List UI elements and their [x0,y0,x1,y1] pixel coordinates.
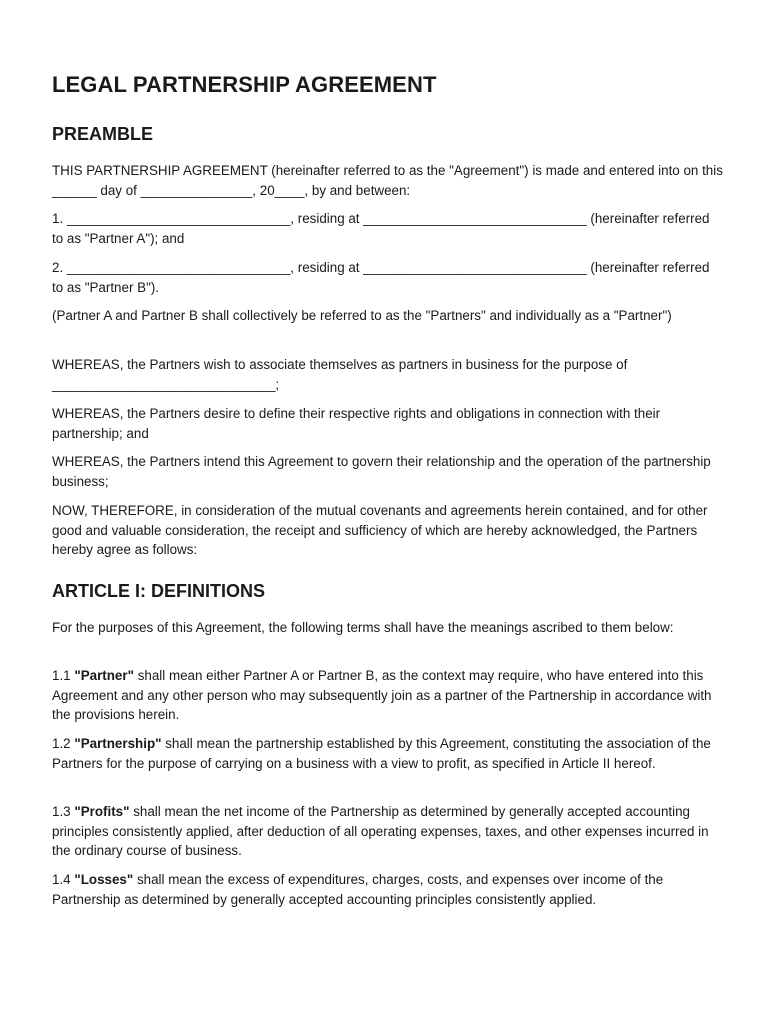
definition-number: 1.2 [52,736,71,751]
definition-term: "Partner" [74,668,134,683]
definition-term: "Partnership" [74,736,162,751]
now-therefore-paragraph: NOW, THEREFORE, in consideration of the mutual covenants and agreements herein contained, and for other good and valuable consideration, the receipt and sufficiency of which are hereby acknowledged, the Partners hereby agree as follows: [52,503,708,558]
definition-term: "Losses" [74,872,134,887]
definition-1-3 [52,802,724,861]
definition-text: shall mean either Partner A or Partner B, as the context may require, who have entered into this Agreement and any other person who may subsequently join as a partner of the Partnership in accordance with the provisions herein. [52,668,712,723]
definition-1-1 [52,666,724,725]
definition-text: shall mean the net income of the Partnership as determined by generally accepted accounting principles consistently applied, after deduction of all operating expenses, taxes, and other expenses incurred in the ordinary course of business. [52,804,709,859]
definition-term: "Profits" [74,804,130,819]
article-1-heading: ARTICLE I: DEFINITIONS [52,581,265,601]
definition-text: shall mean the partnership established by this Agreement, constituting the association of the Partners for the purpose of carrying on a business with a view to profit, as specified in Article II hereof. [52,736,711,771]
preamble-paragraph-collective: (Partner A and Partner B shall collectively be referred to as the "Partners" and individually as a "Partner") [52,308,672,323]
definition-1-4 [52,870,724,909]
preamble-paragraph-partner-a: 1. ______________________________, residing at ______________________________ (hereinafter referred to as "Partner A"); and [52,211,710,246]
whereas-paragraph-rights: WHEREAS, the Partners desire to define their respective rights and obligations in connection with their partnership; and [52,406,661,441]
definition-number: 1.4 [52,872,71,887]
whereas-paragraph-govern: WHEREAS, the Partners intend this Agreement to govern their relationship and the operation of the partnership business; [52,454,711,489]
article-1-intro: For the purposes of this Agreement, the following terms shall have the meanings ascribed to them below: [52,620,674,635]
document-title: LEGAL PARTNERSHIP AGREEMENT [52,72,437,97]
definition-number: 1.3 [52,804,71,819]
definition-text: shall mean the excess of expenditures, charges, costs, and expenses over income of the Partnership as determined by generally accepted accounting principles consistently applied. [52,872,664,907]
definition-1-2 [52,734,724,773]
preamble-heading: PREAMBLE [52,124,154,144]
preamble-paragraph-1: THIS PARTNERSHIP AGREEMENT (hereinafter referred to as the "Agreement") is made and entered into on this ______ day of _______________, 20____, by and between: [52,163,723,198]
definition-number: 1.1 [52,668,71,683]
preamble-paragraph-partner-b: 2. ______________________________, residing at ______________________________ (hereinafter referred to as "Partner B"). [52,260,710,295]
whereas-paragraph-purpose: WHEREAS, the Partners wish to associate themselves as partners in business for the purpose of ______________________________; [52,357,628,392]
